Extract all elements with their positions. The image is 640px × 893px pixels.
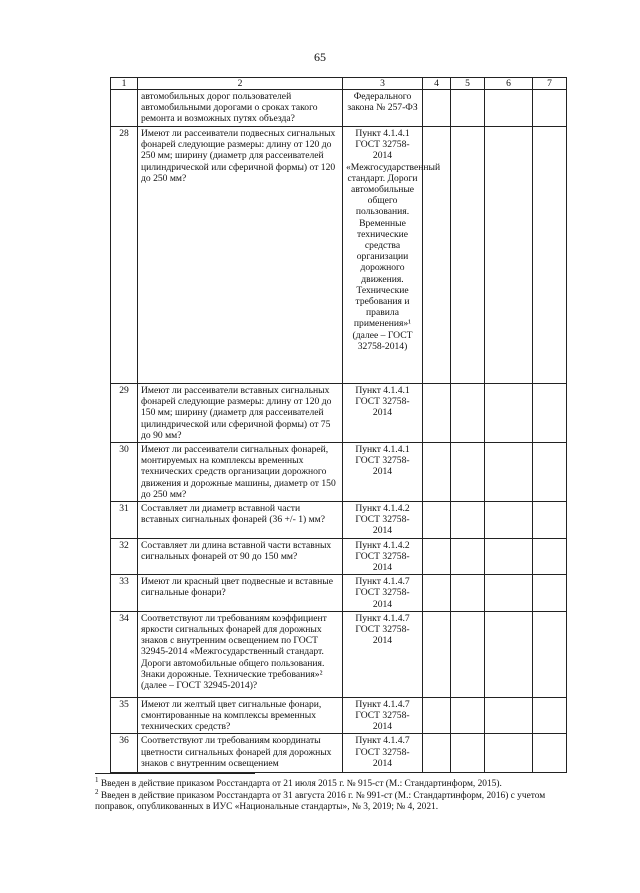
empty-cell — [533, 575, 567, 612]
reference-cell: Пункт 4.1.4.1 ГОСТ 32758-2014 — [343, 384, 423, 443]
empty-cell — [451, 502, 485, 539]
question-cell: Имеют ли рассеиватели сигнальных фонарей, монтируемых на комплексы временных технических средств организации дорожного движения и дорожные машины, диаметр от 150 до 250 мм? — [138, 443, 343, 502]
empty-cell — [423, 538, 451, 575]
question-cell: Составляет ли диаметр вставной части вставных сигнальных фонарей (36 +/- 1) мм? — [138, 502, 343, 539]
empty-cell — [451, 384, 485, 443]
column-header: 6 — [485, 78, 533, 90]
reference-cell: Пункт 4.1.4.7 ГОСТ 32758-2014 — [343, 697, 423, 734]
row-number: 30 — [111, 443, 138, 502]
footnote-mark: 2 — [95, 787, 99, 796]
column-header: 3 — [343, 78, 423, 90]
row-number: 28 — [111, 127, 138, 384]
footnote — [95, 775, 565, 791]
column-header: 7 — [533, 78, 567, 90]
question-cell: Имеют ли рассеиватели подвесных сигнальных фонарей следующие размеры: длину от 120 до 250 мм; ширину (диаметр для рассеивателей цилиндрической или сферичной формы) от 120 до 250 мм? — [138, 127, 343, 384]
empty-cell — [423, 90, 451, 127]
column-header: 5 — [451, 78, 485, 90]
empty-cell — [485, 575, 533, 612]
empty-cell — [451, 127, 485, 384]
column-header: 4 — [423, 78, 451, 90]
footnote-divider — [95, 773, 255, 774]
empty-cell — [533, 90, 567, 127]
checklist-table — [110, 77, 567, 773]
empty-cell — [423, 697, 451, 734]
empty-cell — [533, 384, 567, 443]
table-row — [111, 575, 567, 612]
empty-cell — [533, 697, 567, 734]
column-header: 1 — [111, 78, 138, 90]
empty-cell — [485, 611, 533, 697]
row-number: 35 — [111, 697, 138, 734]
column-header: 2 — [138, 78, 343, 90]
table-row — [111, 127, 567, 384]
table-row — [111, 611, 567, 697]
table-row — [111, 90, 567, 127]
empty-cell — [485, 127, 533, 384]
question-cell: Имеют ли желтый цвет сигнальные фонари, смонтированные на комплексы временных технических средств? — [138, 697, 343, 734]
footnote-mark: 1 — [95, 775, 99, 784]
reference-cell: Пункт 4.1.4.1 ГОСТ 32758-2014 «Межгосударственный стандарт. Дороги автомобильные общего пользования. Временные технические средства организации дорожного движения. Технические требования и правила применения»¹ (далее – ГОСТ 32758-2014) — [343, 127, 423, 384]
empty-cell — [451, 734, 485, 773]
empty-cell — [451, 611, 485, 697]
reference-cell: Федерального закона № 257-ФЗ — [343, 90, 423, 127]
row-number: 34 — [111, 611, 138, 697]
empty-cell — [423, 734, 451, 773]
empty-cell — [485, 734, 533, 773]
row-number: 31 — [111, 502, 138, 539]
question-cell: Соответствуют ли требованиям координаты цветности сигнальных фонарей для дорожных знаков с внутренним освещением — [138, 734, 343, 773]
reference-cell: Пункт 4.1.4.7 ГОСТ 32758-2014 — [343, 575, 423, 612]
reference-cell: Пункт 4.1.4.1 ГОСТ 32758-2014 — [343, 443, 423, 502]
question-cell: Имеют ли красный цвет подвесные и вставные сигнальные фонари? — [138, 575, 343, 612]
footnote-text: Введен в действие приказом Росстандарта от 31 августа 2016 г. № 991-ст (М.: Стандартинформ, 2016) с учетом поправок, опубликованных в ИУС «Национальные стандарты», № 3, 2019; № 4, 2021. — [95, 790, 546, 812]
table-row — [111, 502, 567, 539]
empty-cell — [533, 502, 567, 539]
question-cell: Составляет ли длина вставной части вставных сигнальных фонарей от 90 до 150 мм? — [138, 538, 343, 575]
empty-cell — [423, 575, 451, 612]
empty-cell — [485, 538, 533, 575]
empty-cell — [451, 90, 485, 127]
empty-cell — [533, 611, 567, 697]
table-header-row — [111, 78, 567, 90]
table-row — [111, 697, 567, 734]
empty-cell — [533, 127, 567, 384]
footnote-text: Введен в действие приказом Росстандарта от 21 июля 2015 г. № 915-ст (М.: Стандартинформ, 2015). — [98, 779, 502, 789]
row-number: 32 — [111, 538, 138, 575]
empty-cell — [451, 697, 485, 734]
row-number: 29 — [111, 384, 138, 443]
empty-cell — [485, 90, 533, 127]
empty-cell — [533, 538, 567, 575]
row-number: 36 — [111, 734, 138, 773]
row-number — [111, 90, 138, 127]
empty-cell — [423, 384, 451, 443]
reference-cell: Пункт 4.1.4.7 ГОСТ 32758-2014 — [343, 611, 423, 697]
table-row — [111, 734, 567, 773]
empty-cell — [485, 443, 533, 502]
footnotes — [95, 775, 565, 814]
empty-cell — [423, 611, 451, 697]
empty-cell — [451, 538, 485, 575]
empty-cell — [451, 443, 485, 502]
table-row — [111, 384, 567, 443]
table-row — [111, 538, 567, 575]
question-cell: Имеют ли рассеиватели вставных сигнальных фонарей следующие размеры: длину от 120 до 150 мм; ширину (диаметр для рассеивателей цилиндрической или сферичной формы) от 75 до 90 мм? — [138, 384, 343, 443]
reference-cell: Пункт 4.1.4.7 ГОСТ 32758-2014 — [343, 734, 423, 773]
page-number: 65 — [314, 50, 326, 64]
empty-cell — [451, 575, 485, 612]
empty-cell — [423, 502, 451, 539]
reference-cell: Пункт 4.1.4.2 ГОСТ 32758-2014 — [343, 538, 423, 575]
footnote — [95, 787, 565, 814]
empty-cell — [485, 384, 533, 443]
empty-cell — [485, 502, 533, 539]
reference-cell: Пункт 4.1.4.2 ГОСТ 32758-2014 — [343, 502, 423, 539]
row-number: 33 — [111, 575, 138, 612]
empty-cell — [533, 443, 567, 502]
empty-cell — [533, 734, 567, 773]
table-row — [111, 443, 567, 502]
question-cell: автомобильных дорог пользователей автомобильными дорогами о сроках такого ремонта и возможных путях объезда? — [138, 90, 343, 127]
empty-cell — [423, 443, 451, 502]
question-cell: Соответствуют ли требованиям коэффициент яркости сигнальных фонарей для дорожных знаков с внутренним освещением по ГОСТ 32945-2014 «Межгосударственный стандарт. Дороги автомобильные общего пользования. Знаки дорожные. Технические требования»² (далее – ГОСТ 32945-2014)? — [138, 611, 343, 697]
empty-cell — [485, 697, 533, 734]
